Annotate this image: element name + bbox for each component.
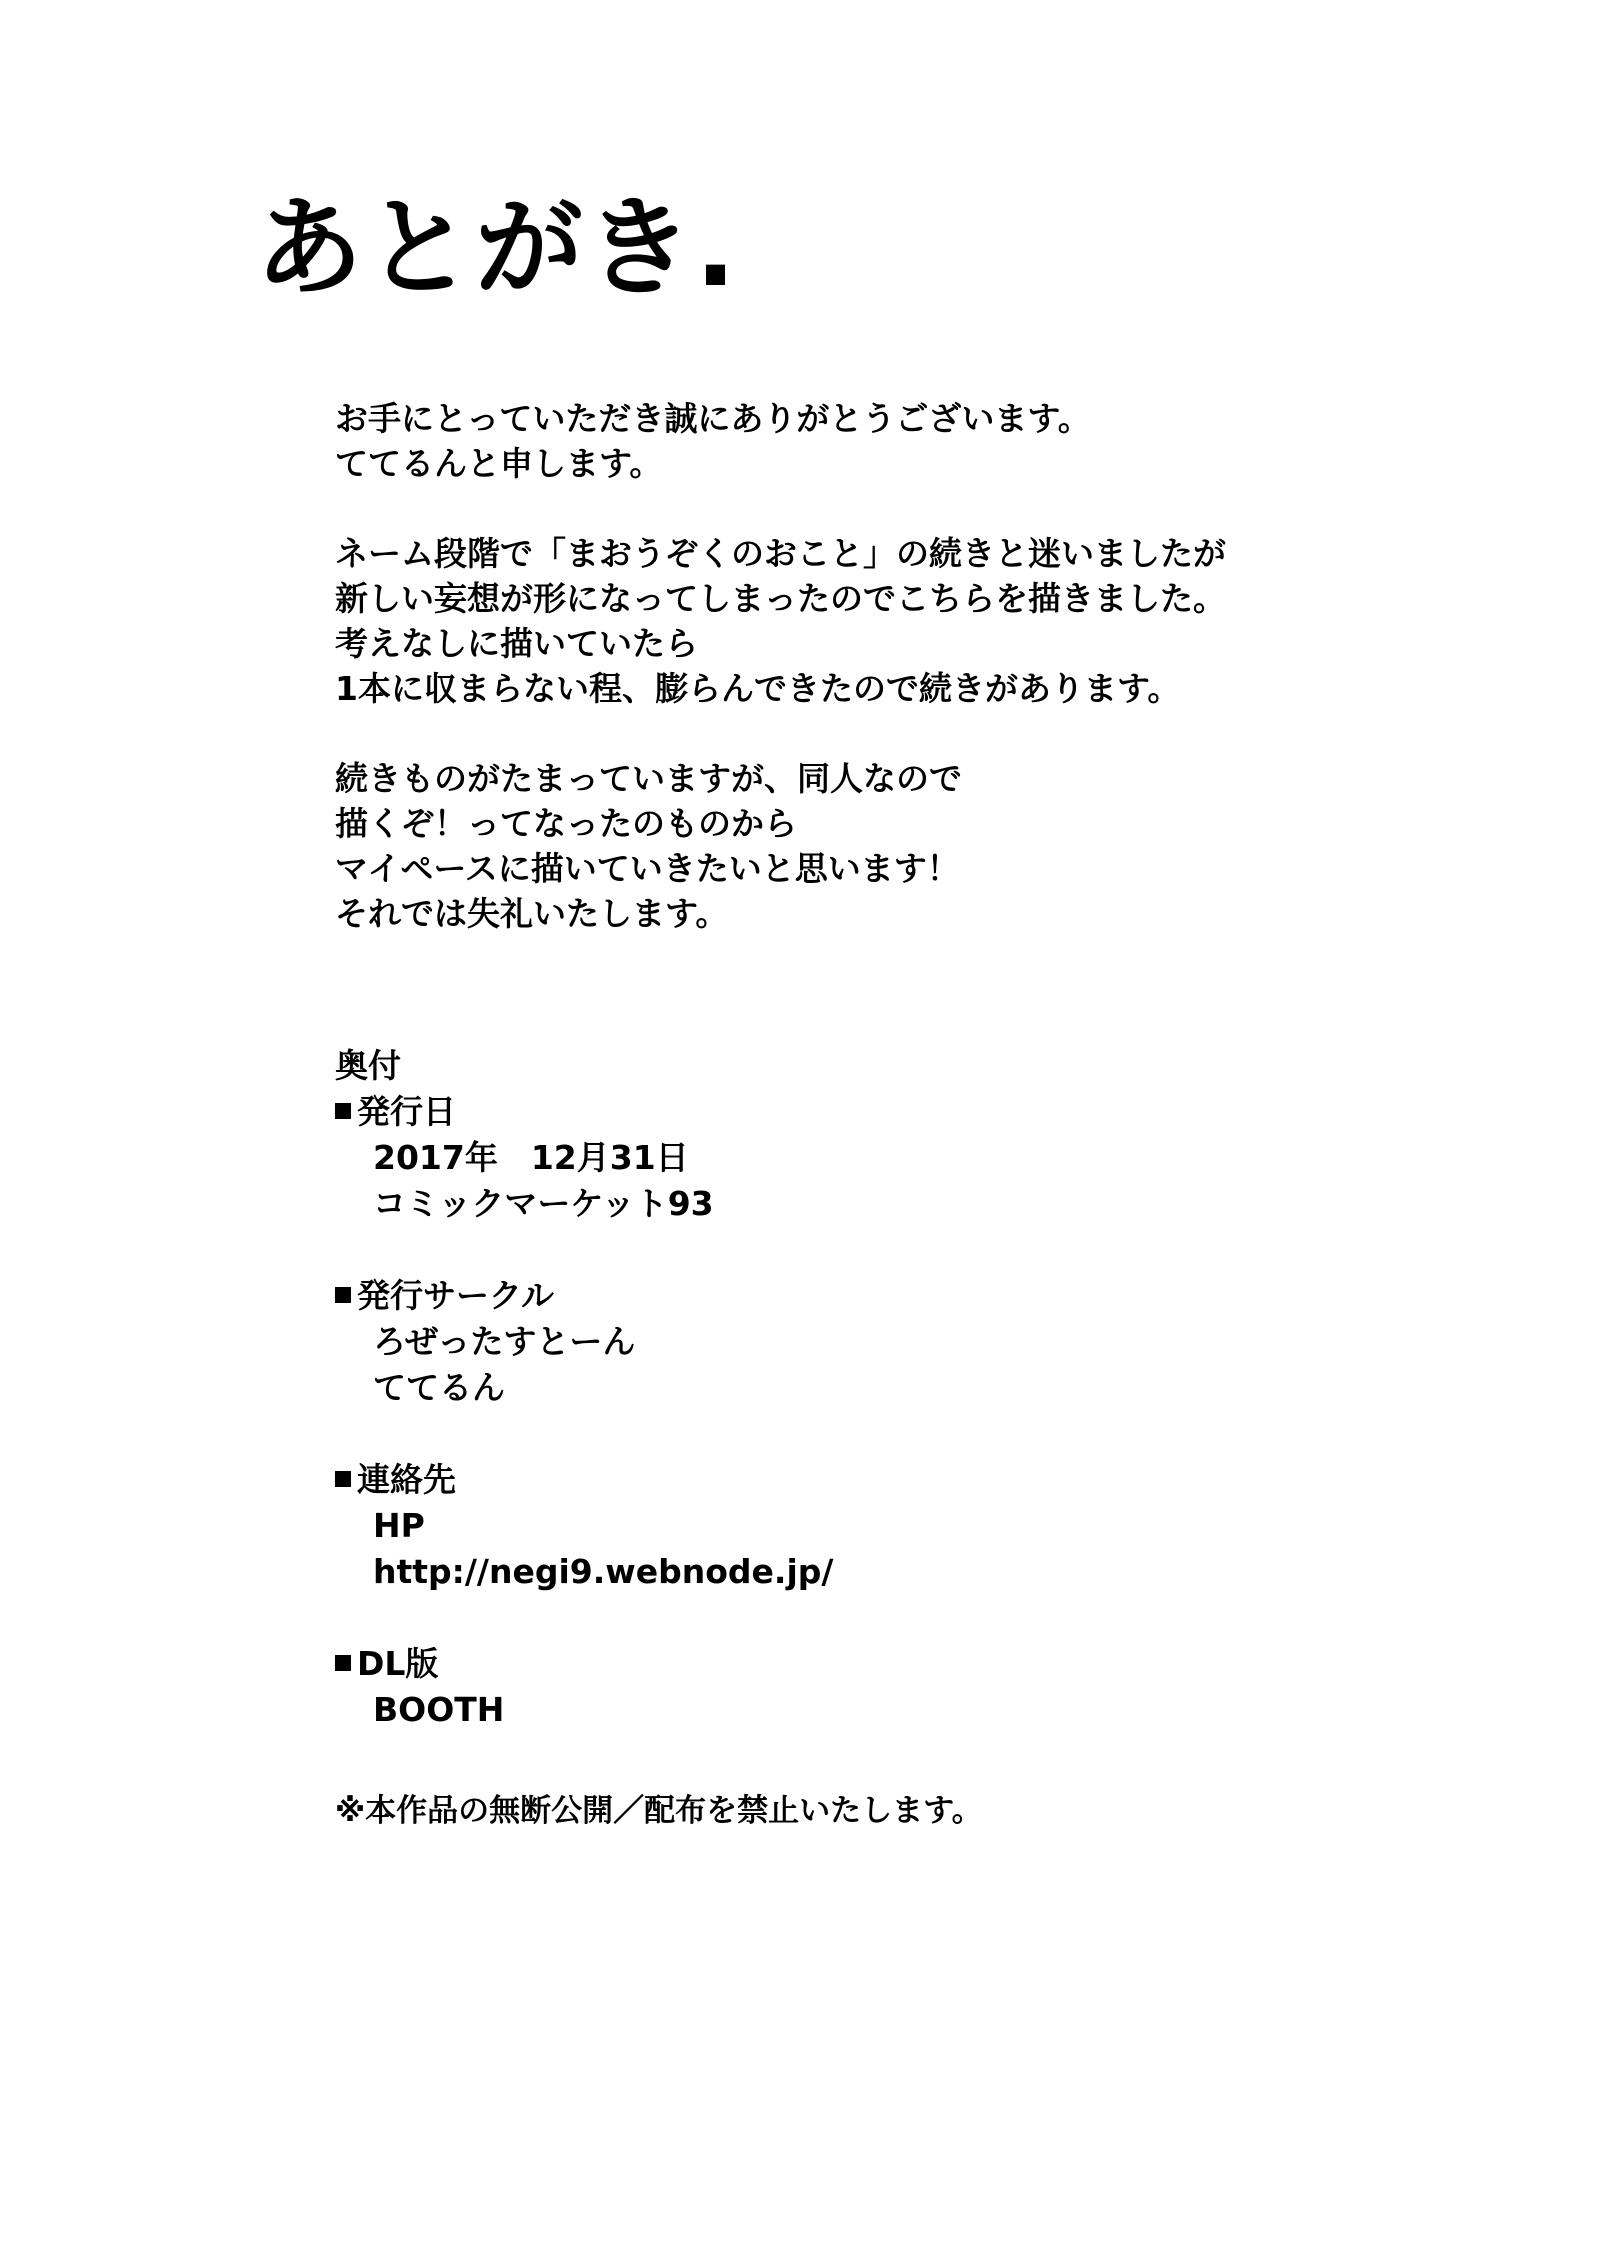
square-bullet-icon	[335, 1103, 351, 1119]
paragraph	[335, 396, 1515, 486]
colophon	[335, 1043, 1515, 1733]
section-value: ろぜったすとーん	[373, 1322, 636, 1361]
text-line: ててるんと申します。	[335, 444, 663, 483]
text-line: 描くぞ！ってなったのものから	[335, 804, 797, 843]
section-value: HP	[373, 1506, 425, 1545]
square-bullet-icon	[335, 1655, 351, 1671]
colophon-heading: 奥付	[335, 1046, 401, 1085]
section-value: ててるん	[373, 1368, 505, 1407]
page-title: あとがき.	[255, 186, 739, 311]
section-value: 2017年 12月31日	[373, 1138, 689, 1177]
square-bullet-icon	[335, 1287, 351, 1303]
text-line: マイペースに描いていきたいと思います！	[335, 849, 960, 888]
copyright-notice: ※本作品の無断公開／配布を禁止いたします。	[335, 1793, 983, 1829]
text-line: 考えなしに描いていたら	[335, 624, 698, 663]
section-heading	[335, 1273, 1515, 1319]
text-line: それでは失礼いたします。	[335, 894, 729, 933]
section-value: BOOTH	[373, 1690, 505, 1729]
section-label: 発行日	[357, 1092, 456, 1131]
paragraph	[335, 756, 1515, 936]
paragraph	[335, 531, 1515, 711]
homepage-url: http://negi9.webnode.jp/	[373, 1552, 834, 1591]
text-line: お手にとっていただき誠にありがとうございます。	[335, 399, 1091, 438]
section-heading	[335, 1457, 1515, 1503]
section-value: コミックマーケット93	[373, 1184, 714, 1223]
square-bullet-icon	[335, 1471, 351, 1487]
section-label: 連絡先	[357, 1460, 456, 1499]
text-line: 新しい妄想が形になってしまったのでこちらを描きました。	[335, 579, 1226, 618]
text-line: ネーム段階で「まおうぞくのおこと」の続きと迷いましたが	[335, 534, 1226, 573]
section-label: DL版	[357, 1644, 439, 1683]
colophon-section-circle	[335, 1273, 1515, 1411]
colophon-section-publish-date	[335, 1089, 1515, 1227]
text-line: 続きものがたまっていますが、同人なので	[335, 759, 962, 798]
text-line: 1本に収まらない程、膨らんできたので続きがあります。	[335, 669, 1181, 708]
section-heading	[335, 1641, 1515, 1687]
colophon-section-dl	[335, 1641, 1515, 1733]
afterword-body	[335, 396, 1515, 981]
section-heading	[335, 1089, 1515, 1135]
colophon-section-contact	[335, 1457, 1515, 1595]
section-label: 発行サークル	[357, 1276, 555, 1315]
